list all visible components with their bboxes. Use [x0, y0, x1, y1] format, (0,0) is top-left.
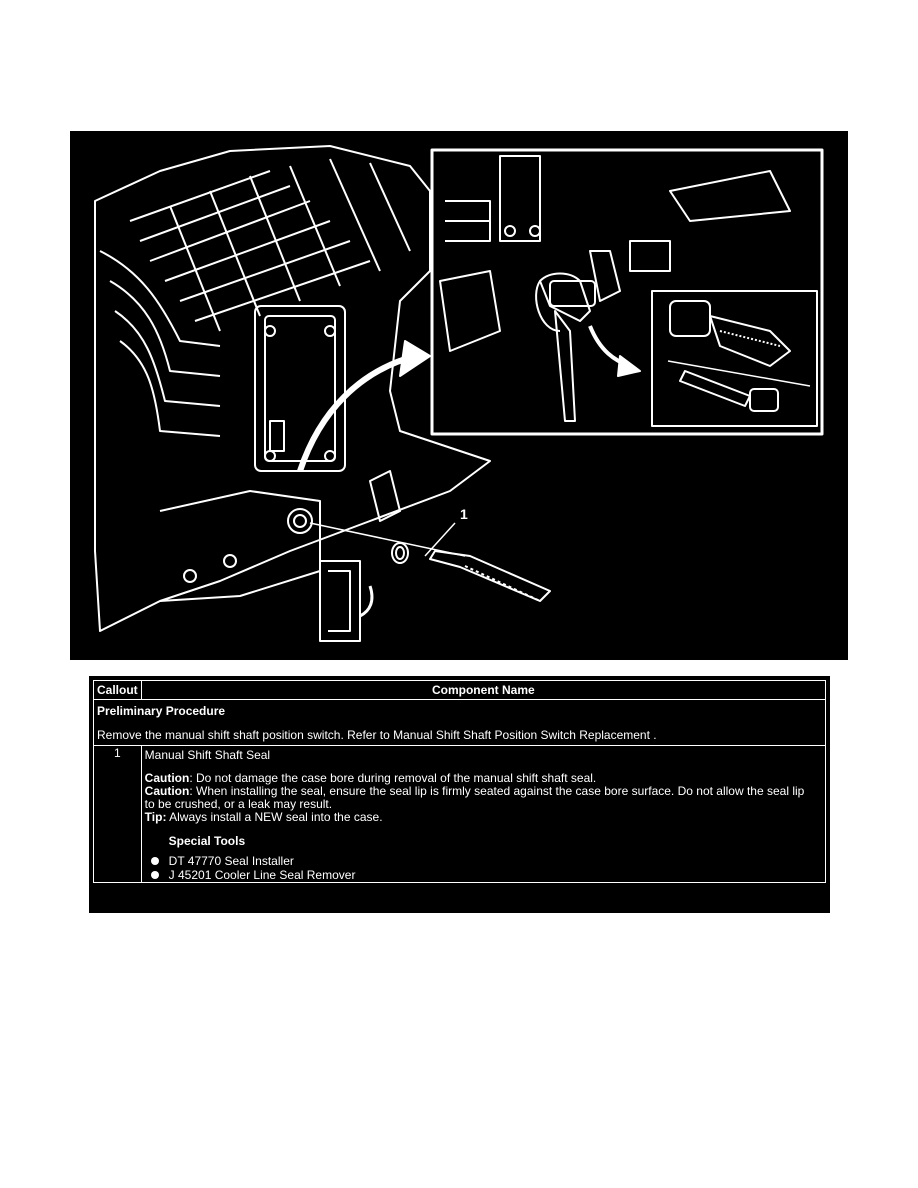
- tip-text: Always install a NEW seal into the case.: [166, 810, 383, 824]
- preliminary-procedure-cell: [94, 700, 826, 746]
- transmission-drawing: [70, 131, 848, 660]
- component-name-header: Component Name: [141, 681, 825, 700]
- component-detail-cell: [141, 746, 825, 883]
- tool-item: DT 47770 Seal Installer: [145, 854, 822, 868]
- caution-2-label: Caution: [144, 784, 190, 798]
- transmission-illustration: [70, 131, 848, 660]
- preliminary-title: Preliminary Procedure: [97, 704, 226, 718]
- caution-1-text: : Do not damage the case bore during removal of the manual shift shaft seal.: [189, 771, 597, 785]
- callout-table: [89, 676, 830, 913]
- special-tools-title: Special Tools: [168, 834, 246, 848]
- caution-2-text: : When installing the seal, ensure the seal lip is firmly seated against the case bore surface. Do not allow the seal lip: [189, 784, 805, 798]
- caution-2-continued: to be crushed, or a leak may result.: [144, 797, 333, 811]
- callout-label: 1: [460, 506, 468, 522]
- caution-1-label: Caution: [144, 771, 190, 785]
- special-tools-list: [145, 854, 822, 882]
- tool-item: J 45201 Cooler Line Seal Remover: [145, 868, 822, 882]
- callout-header: Callout: [94, 681, 142, 700]
- tip-label: Tip:: [144, 810, 167, 824]
- tip: [145, 811, 822, 824]
- component-name: Manual Shift Shaft Seal: [144, 748, 271, 762]
- preliminary-text: Remove the manual shift shaft position switch. Refer to Manual Shift Shaft Position Switch Replacement .: [97, 728, 657, 742]
- callout-number: 1: [94, 746, 142, 883]
